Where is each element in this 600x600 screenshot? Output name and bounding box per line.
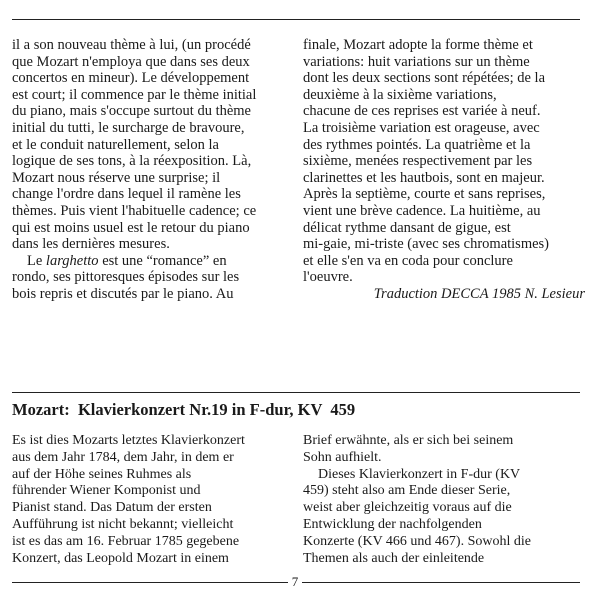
french-left-column — [12, 37, 294, 303]
footer-rule-right — [302, 582, 580, 583]
larghetto-text: est une “romance” en rondo, ses pittoresques épisodes sur les bois repris et discutés par le piano. Au — [12, 252, 240, 302]
french-left-paragraph-2 — [12, 253, 294, 303]
german-left-paragraph-1: Es ist dies Mozarts letztes Klavierkonzert aus dem Jahr 1784, dem Jahr, in dem er auf der Höhe seines Ruhmes als führender Wiener Komponist und Pianist stand. Das Datum der ersten Aufführung ist nicht bekannt; vielleicht ist es das am 16. Februar 1785 gegebene Konzert, das Leopold Mozart in einem — [12, 433, 245, 566]
top-rule — [12, 19, 580, 20]
german-left-column — [12, 433, 288, 567]
footer-rule-left — [12, 582, 288, 583]
larghetto-prefix: Le — [27, 252, 46, 269]
german-right-paragraph-2: Dieses Klavierkonzert in F-dur (KV 459) steht also am Ende dieser Serie, weist aber gleichzeitig voraus auf die Entwicklung der nachfolgenden Konzerte (KV 466 und 467). Sowohl die Themen als auch der einleitende — [303, 466, 531, 566]
french-right-paragraph-1: finale, Mozart adopte la forme thème et variations: huit variations sur un thème dont les deux sections sont répétées; de la deuxième à la sixième variations, chacune de ces reprises est variée à neuf. La troisième variation est orageuse, avec des rythmes pointés. La quatrième et la sixième, menées respectivement par les clarinettes et les hautbois, sont en majeur. Après la septième, courte et sans reprises, vient une brève cadence. La huitième, au délicat rythme dansant de gigue, est mi-gaie, mi-triste (avec ses chromatismes) et elle s'en va en coda pour conclure l'oeuvre. — [303, 37, 550, 286]
larghetto-term: larghetto — [45, 252, 99, 269]
german-right-column — [303, 433, 583, 567]
section-rule — [12, 392, 580, 393]
section-title: Mozart: Klavierkonzert Nr.19 in F-dur, KV 459 — [12, 400, 356, 419]
german-right-paragraph-1: Brief erwähnte, als er sich bei seinem Sohn aufhielt. — [303, 433, 514, 465]
page-number: 7 — [291, 574, 299, 589]
french-right-column — [303, 37, 585, 303]
french-left-paragraph-1: il a son nouveau thème à lui, (un procédé que Mozart n'employa que dans ses deux concertos en mineur). Le développement est court; il commence par le thème initial du piano, mais s'occupe surtout du thème initial du tutti, le surcharge de bravoure, et le conduit naturellement, selon la logique de ses tons, à la réexposition. Là, Mozart nous réserve une surprise; il change l'ordre dans lequel il ramène les thèmes. Puis vient l'habituelle cadence; ce qui est moins usuel est le retour du piano dans les dernières mesures. — [12, 37, 257, 253]
translation-credit: Traduction DECCA 1985 N. Lesieur — [373, 285, 585, 302]
